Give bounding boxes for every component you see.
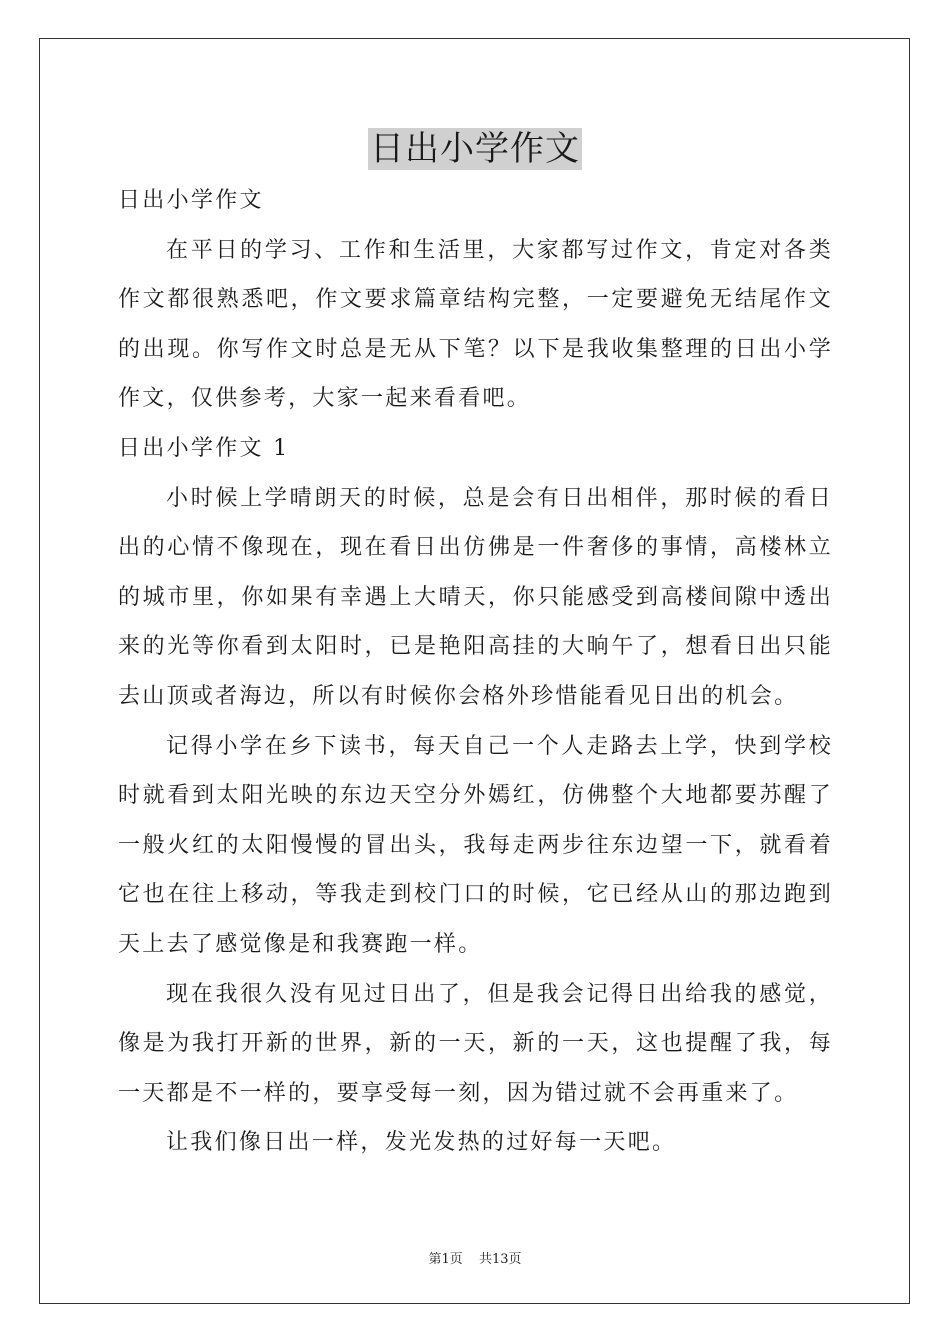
title-area — [0, 128, 950, 170]
document-title: 日出小学作文 — [370, 129, 580, 169]
body-paragraph: 小时候上学晴朗天的时候，总是会有日出相伴，那时候的看日出的心情不像现在，现在看日出仿佛是一件奢侈的事情，高楼林立的城市里，你如果有幸遇上大晴天，你只能感受到高楼间隙中透出来的光等你看到太阳时，已是艳阳高挂的大晌午了，想看日出只能去山顶或者海边，所以有时候你会格外珍惜能看见日出的机会。 — [118, 485, 833, 709]
document-body — [118, 176, 833, 1168]
document-subtitle: 日出小学作文 — [118, 188, 264, 213]
page-footer — [0, 1248, 950, 1267]
intro-paragraph: 在平日的学习、工作和生活里，大家都写过作文，肯定对各类作文都很熟悉吧，作文要求篇章结构完整，一定要避免无结尾作文的出现。你写作文时总是无从下笔？以下是我收集整理的日出小学作文，仅供参考，大家一起来看看吧。 — [118, 237, 833, 412]
page-number: 第1页 — [428, 1252, 463, 1267]
body-paragraph: 让我们像日出一样，发光发热的过好每一天吧。 — [166, 1130, 677, 1156]
body-paragraph: 记得小学在乡下读书，每天自己一个人走路去上学，快到学校时就看到太阳光映的东边天空分外嫣红，仿佛整个大地都要苏醒了一般火红的太阳慢慢的冒出头，我每走两步往东边望一下，就看着它也在往上移动，等我走到校门口的时候，它已经从山的那边跑到天上去了感觉像是和我赛跑一样。 — [118, 733, 833, 957]
section-heading: 日出小学作文 1 — [118, 435, 290, 461]
page-total: 共13页 — [478, 1252, 522, 1267]
body-paragraph: 现在我很久没有见过日出了，但是我会记得日出给我的感觉，像是为我打开新的世界，新的一天，新的一天，这也提醒了我，每一天都是不一样的，要享受每一刻，因为错过就不会再重来了。 — [118, 981, 833, 1106]
